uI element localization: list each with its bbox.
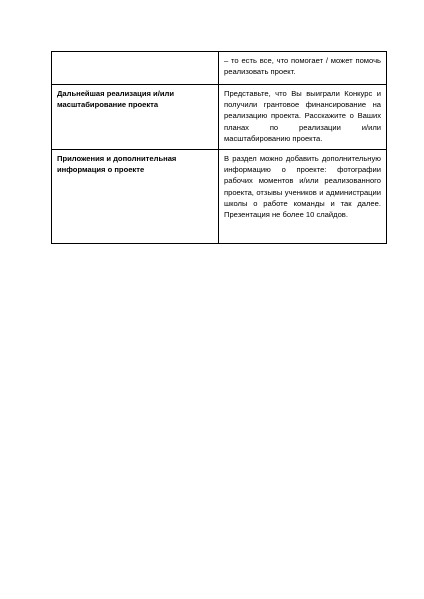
row-description-cell: В раздел можно добавить дополнительную информацию о проекте: фотографии рабочих моментов и/или реализованного проекта, отзывы учеников и администрации школы о работе команды и так далее. Презентация не более 10 слайдов.	[219, 150, 387, 244]
row-description-cell: Представьте, что Вы выиграли Конкурс и получили грантовое финансирование на реализацию проекта. Расскажите о Ваших планах по реализации и/или масштабированию проекта.	[219, 85, 387, 150]
table-row	[52, 85, 387, 150]
table-row	[52, 150, 387, 244]
row-label-cell	[52, 52, 219, 85]
row-description-cell: – то есть все, что помогает / может помочь реализовать проект.	[219, 52, 387, 85]
row-label-cell: Дальнейшая реализация и/или масштабирование проекта	[52, 85, 219, 150]
row-label-cell: Приложения и дополнительная информация о проекте	[52, 150, 219, 244]
table-row	[52, 52, 387, 85]
project-table	[51, 51, 387, 244]
